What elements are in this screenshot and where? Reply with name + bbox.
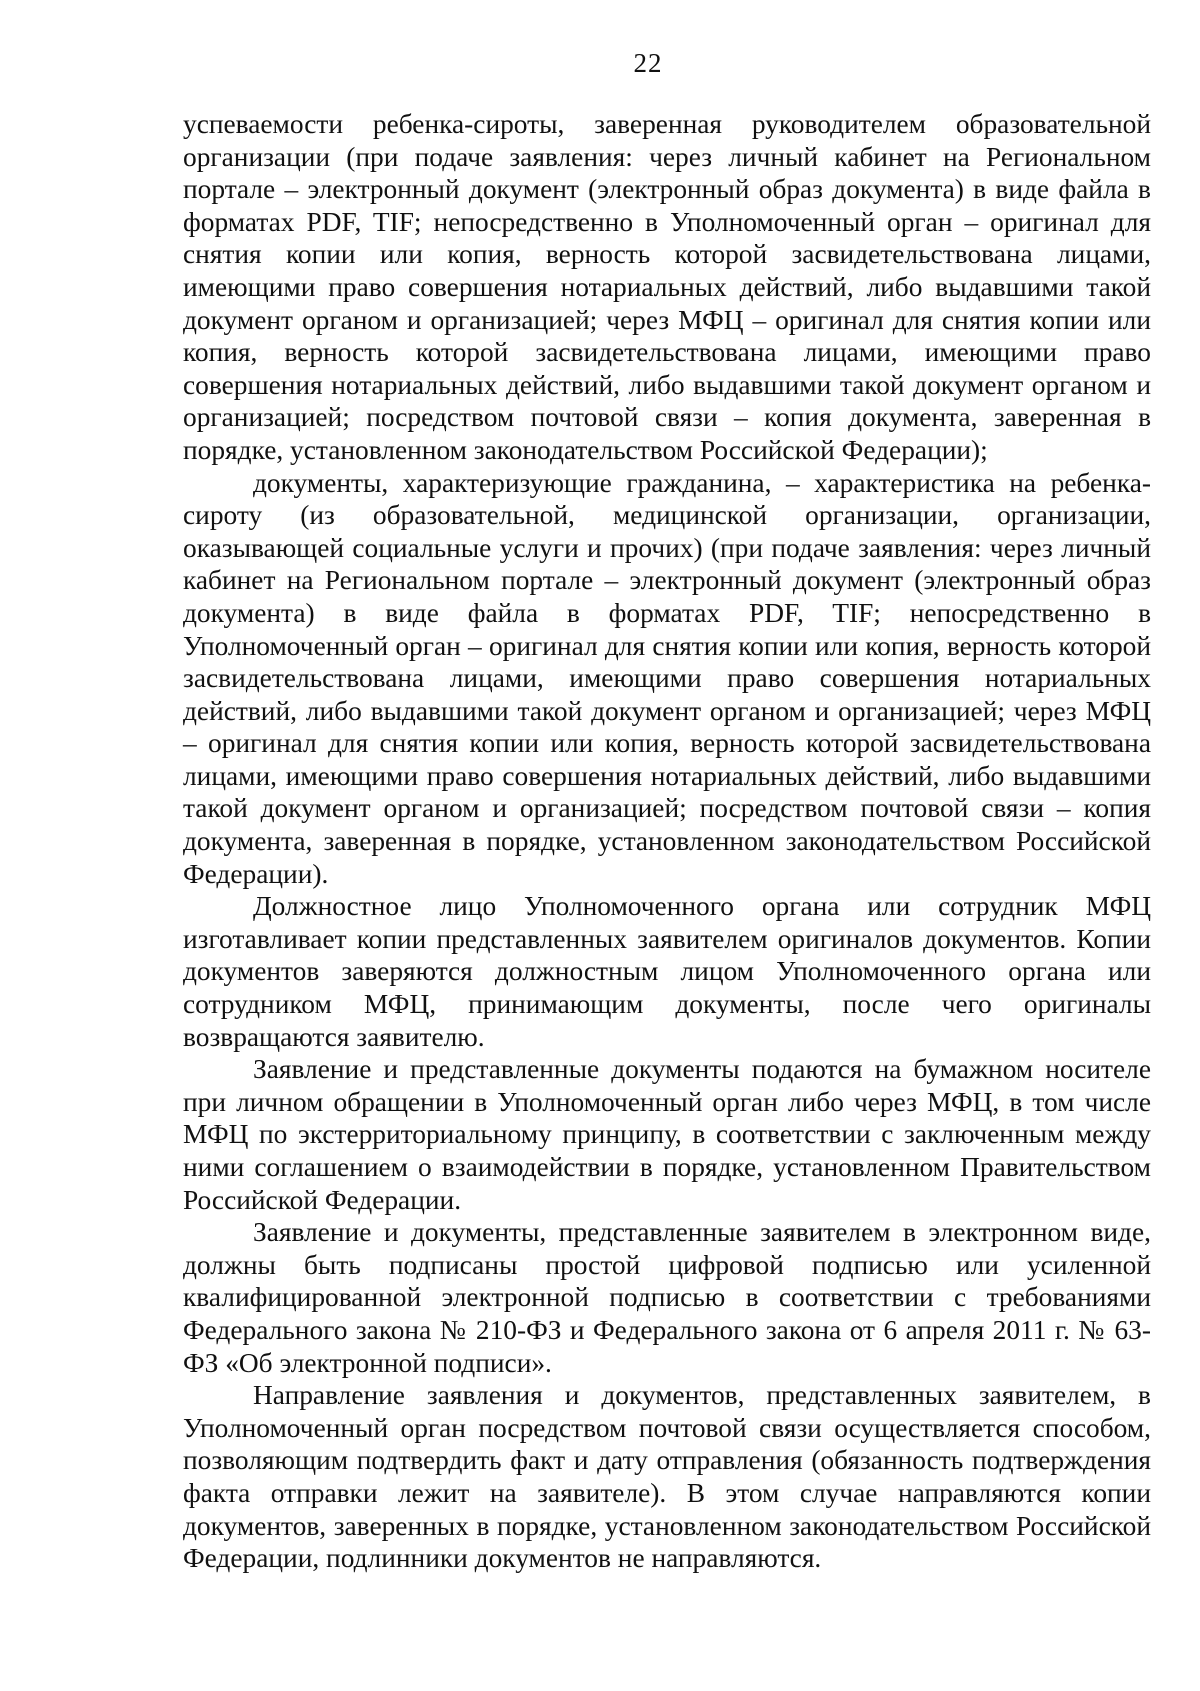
paragraph-school-performance: успеваемости ребенка-сироты, заверенная руководителем образовательной организации (при подаче заявления: через личный кабинет на Региональном портале – электронный документ (электронный образ документа) в виде файла в форматах PDF, TIF; непосредственно в Уполномоченный орган – оригинал для снятия копии или копия, верность которой засвидетельствована лицами, имеющими право совершения нотариальных действий, либо выдавшими такой документ органом и организацией; через МФЦ – оригинал для снятия копии или копия, верность которой засвидетельствована лицами, имеющими право совершения нотариальных действий, либо выдавшими такой документ органом и организацией; посредством почтовой связи – копия документа, заверенная в порядке, установленном законодательством Российской Федерации);	[183, 109, 1151, 465]
paragraph-copies-certification: Должностное лицо Уполномоченного органа или сотрудник МФЦ изготавливает копии представленных заявителем оригиналов документов. Копии документов заверяются должностным лицом Уполномоченного органа или сотрудником МФЦ, принимающим документы, после чего оригиналы возвращаются заявителю.	[183, 891, 1151, 1052]
paragraph-postal-submission: Направление заявления и документов, представленных заявителем, в Уполномоченный орган посредством почтовой связи осуществляется способом, позволяющим подтвердить факт и дату отправления (обязанность подтверждения факта отправки лежит на заявителе). В этом случае направляются копии документов, заверенных в порядке, установленном законодательством Российской Федерации, подлинники документов не направляются.	[183, 1380, 1151, 1574]
paragraph-electronic-signature: Заявление и документы, представленные заявителем в электронном виде, должны быть подписаны простой цифровой подписью или усиленной квалифицированной электронной подписью в соответствии с требованиями Федерального закона № 210-ФЗ и Федерального закона от 6 апреля 2011 г. № 63-ФЗ «Об электронной подписи».	[183, 1217, 1151, 1378]
document-body	[183, 108, 1151, 1575]
paragraph-citizen-documents: документы, характеризующие гражданина, – характеристика на ребенка-сироту (из образовательной, медицинской организации, организации, оказывающей социальные услуги и прочих) (при подаче заявления: через личный кабинет на Региональном портале – электронный документ (электронный образ документа) в виде файла в форматах PDF, TIF; непосредственно в Уполномоченный орган – оригинал для снятия копии или копия, верность которой засвидетельствована лицами, имеющими право совершения нотариальных действий, либо выдавшими такой документ органом и организацией; через МФЦ – оригинал для снятия копии или копия, верность которой засвидетельствована лицами, имеющими право совершения нотариальных действий, либо выдавшими такой документ органом и организацией; посредством почтовой связи – копия документа, заверенная в порядке, установленном законодательством Российской Федерации).	[183, 467, 1151, 889]
paragraph-paper-submission: Заявление и представленные документы подаются на бумажном носителе при личном обращении в Уполномоченный орган либо через МФЦ, в том числе МФЦ по экстерриториальному принципу, в соответствии с заключенным между ними соглашением о взаимодействии в порядке, установленном Правительством Российской Федерации.	[183, 1054, 1151, 1215]
page-number: 22	[633, 48, 663, 78]
